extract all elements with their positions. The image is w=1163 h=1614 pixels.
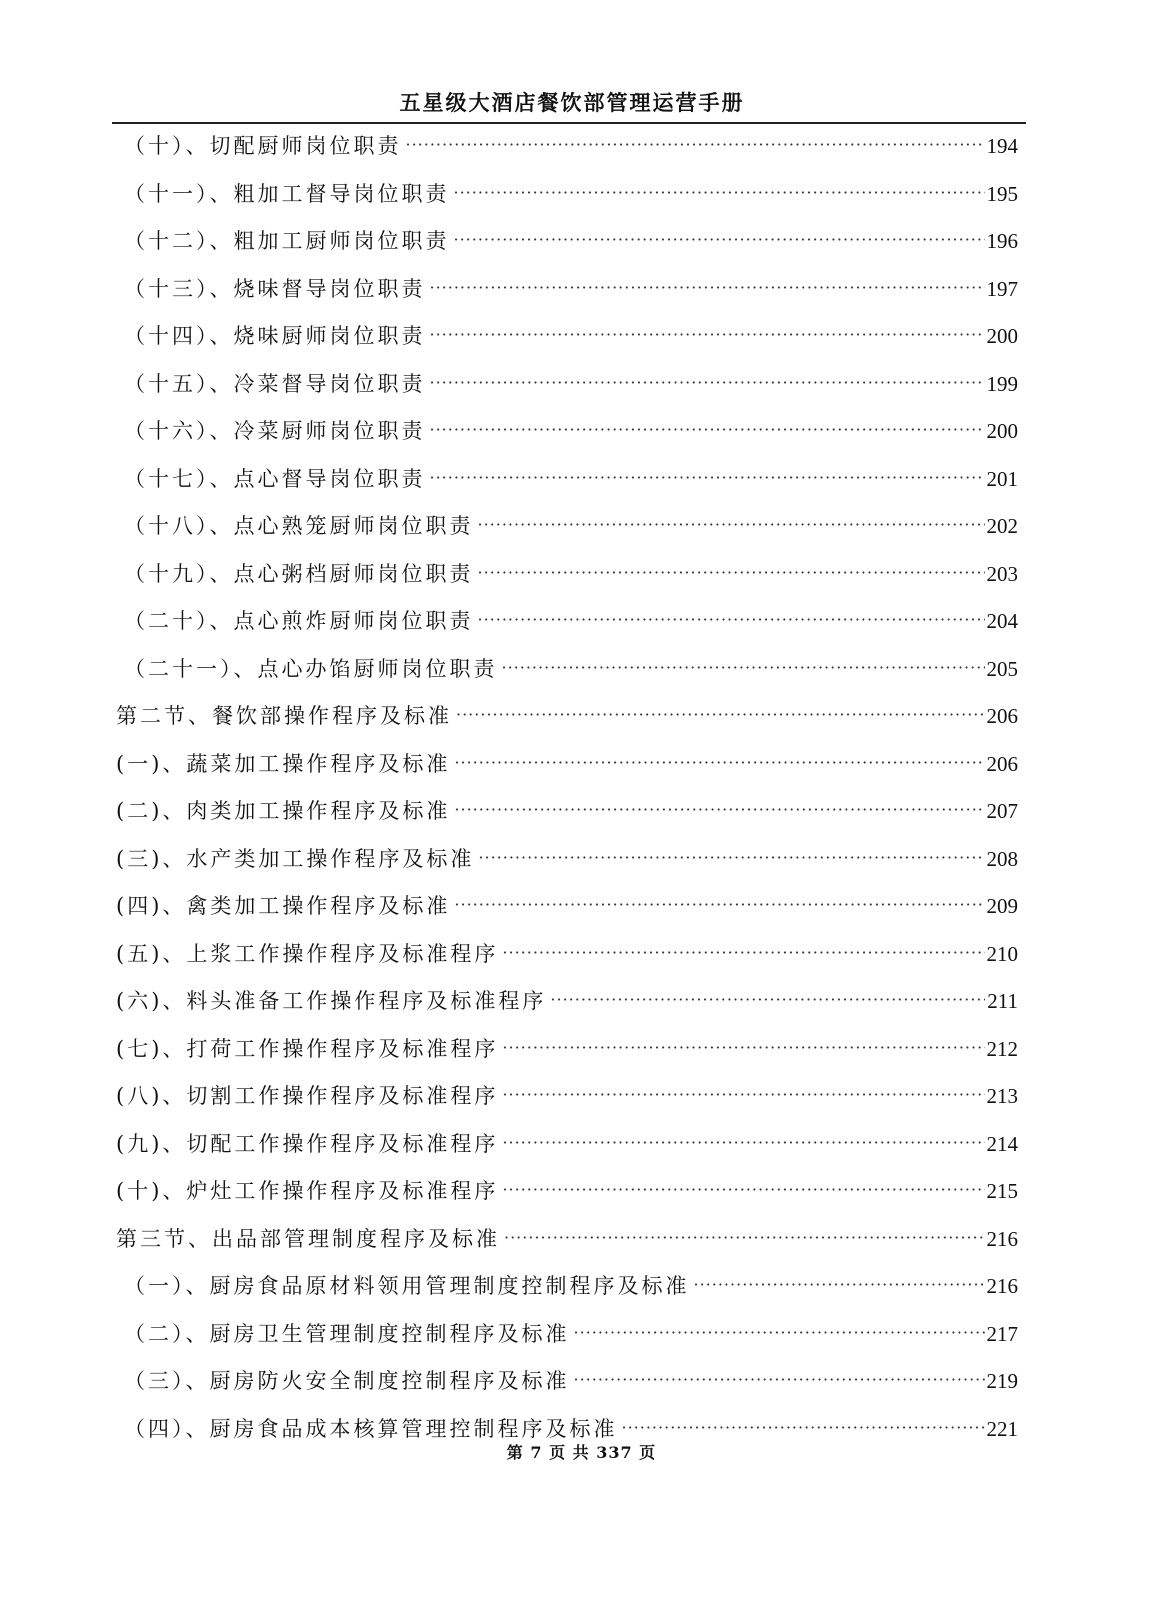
toc-entry-page-number: 203 bbox=[986, 561, 1018, 586]
toc-leader-dots bbox=[550, 982, 985, 1018]
toc-entry-label: (八)、切割工作操作程序及标准程序 bbox=[116, 1084, 499, 1108]
toc-entry-page-number: 216 bbox=[986, 1274, 1018, 1298]
toc-entry-label: （二十）、点心煎炸厨师岗位职责 bbox=[124, 609, 474, 633]
toc-leader-dots bbox=[454, 222, 985, 258]
page-title: 五星级大酒店餐饮部管理运营手册 bbox=[399, 90, 745, 115]
toc-entry-label: （十四）、烧味厨师岗位职责 bbox=[124, 324, 426, 348]
toc-entry[interactable] bbox=[116, 983, 1018, 1031]
toc-entry-page-number: 217 bbox=[986, 1321, 1018, 1346]
toc-entry-label: 第三节、出品部管理制度程序及标准 bbox=[116, 1226, 500, 1251]
toc-leader-dots bbox=[478, 840, 984, 876]
toc-entry-label: (二)、肉类加工操作程序及标准 bbox=[116, 799, 451, 823]
toc-entry[interactable] bbox=[116, 413, 1018, 461]
toc-entry-label: （十）、切配厨师岗位职责 bbox=[124, 134, 402, 158]
toc-entry-page-number: 200 bbox=[986, 324, 1018, 348]
toc-entry[interactable] bbox=[116, 793, 1018, 841]
toc-entry-page-number: 206 bbox=[986, 704, 1018, 728]
toc-entry-label: （二十一）、点心办馅厨师岗位职责 bbox=[124, 656, 498, 681]
toc-entry[interactable] bbox=[116, 1031, 1018, 1079]
toc-leader-dots bbox=[430, 412, 985, 448]
toc-entry-label: (六)、料头准备工作操作程序及标准程序 bbox=[116, 989, 547, 1013]
toc-leader-dots bbox=[430, 270, 985, 306]
toc-leader-dots bbox=[456, 697, 985, 733]
toc-leader-dots bbox=[502, 1172, 984, 1208]
toc-entry-page-number: 205 bbox=[986, 656, 1018, 681]
toc-entry[interactable] bbox=[116, 651, 1018, 699]
toc-entry-label: （十五）、冷菜督导岗位职责 bbox=[124, 371, 426, 396]
toc-entry[interactable] bbox=[116, 1363, 1018, 1411]
toc-entry[interactable] bbox=[116, 746, 1018, 794]
toc-entry-page-number: 219 bbox=[986, 1369, 1018, 1393]
toc-leader-dots bbox=[454, 175, 985, 211]
toc-entry[interactable] bbox=[116, 1221, 1018, 1269]
toc-entry-page-number: 201 bbox=[986, 466, 1018, 491]
toc-leader-dots bbox=[574, 1362, 985, 1398]
toc-entry-page-number: 197 bbox=[986, 276, 1018, 301]
toc-entry[interactable] bbox=[116, 508, 1018, 556]
toc-leader-dots bbox=[502, 1030, 984, 1066]
toc-entry-label: (五)、上浆工作操作程序及标准程序 bbox=[116, 941, 499, 966]
toc-entry[interactable] bbox=[116, 176, 1018, 224]
toc-entry-label: （十九）、点心粥档厨师岗位职责 bbox=[124, 561, 474, 586]
toc-entry-page-number: 194 bbox=[986, 134, 1018, 158]
toc-entry-label: （四）、厨房食品成本核算管理控制程序及标准 bbox=[124, 1416, 618, 1441]
toc-entry-page-number: 208 bbox=[986, 846, 1018, 871]
toc-entry-page-number: 199 bbox=[986, 371, 1018, 396]
toc-entry-page-number: 200 bbox=[986, 419, 1018, 443]
toc-entry-label: （十二）、粗加工厨师岗位职责 bbox=[124, 229, 450, 253]
toc-entry-label: （三）、厨房防火安全制度控制程序及标准 bbox=[124, 1369, 570, 1393]
toc-entry[interactable] bbox=[116, 128, 1018, 176]
toc-leader-dots bbox=[478, 602, 985, 638]
toc-entry-page-number: 213 bbox=[986, 1084, 1018, 1108]
toc-entry[interactable] bbox=[116, 603, 1018, 651]
toc-entry-label: (四)、禽类加工操作程序及标准 bbox=[116, 894, 451, 918]
toc-entry[interactable] bbox=[116, 698, 1018, 746]
toc-leader-dots bbox=[502, 1077, 984, 1113]
toc-entry-page-number: 204 bbox=[986, 609, 1018, 633]
toc-entry-label: （十一）、粗加工督导岗位职责 bbox=[124, 181, 450, 206]
toc-entry[interactable] bbox=[116, 1173, 1018, 1221]
toc-entry-label: (十)、炉灶工作操作程序及标准程序 bbox=[116, 1179, 499, 1203]
toc-entry[interactable] bbox=[116, 1316, 1018, 1364]
toc-leader-dots bbox=[504, 1220, 985, 1256]
toc-entry[interactable] bbox=[116, 841, 1018, 889]
toc-leader-dots bbox=[478, 507, 985, 543]
page-footer: 第 7 页 共 337 页 bbox=[506, 1443, 657, 1462]
toc-leader-dots bbox=[502, 650, 985, 686]
toc-entry-page-number: 209 bbox=[986, 894, 1018, 918]
toc-entry[interactable] bbox=[116, 223, 1018, 271]
toc-entry[interactable] bbox=[116, 936, 1018, 984]
toc-entry[interactable] bbox=[116, 1268, 1018, 1316]
toc-entry-label: (一)、蔬菜加工操作程序及标准 bbox=[116, 751, 451, 776]
toc-entry-page-number: 195 bbox=[986, 181, 1018, 206]
toc-entry-label: 第二节、餐饮部操作程序及标准 bbox=[116, 704, 452, 728]
toc-entry-label: （一）、厨房食品原材料领用管理制度控制程序及标准 bbox=[124, 1274, 690, 1298]
toc-leader-dots bbox=[502, 1125, 984, 1161]
toc-entry-page-number: 207 bbox=[986, 799, 1018, 823]
toc-entry-page-number: 211 bbox=[987, 989, 1018, 1013]
toc-entry-page-number: 216 bbox=[986, 1226, 1018, 1251]
toc-entry[interactable] bbox=[116, 1078, 1018, 1126]
toc-leader-dots bbox=[406, 127, 985, 163]
toc-entry-label: （二）、厨房卫生管理制度控制程序及标准 bbox=[124, 1321, 570, 1346]
page-header bbox=[112, 88, 1026, 124]
toc-entry[interactable] bbox=[116, 888, 1018, 936]
table-of-contents bbox=[116, 128, 1018, 1458]
toc-entry-page-number: 210 bbox=[986, 941, 1018, 966]
toc-leader-dots bbox=[478, 555, 985, 591]
toc-leader-dots bbox=[502, 935, 984, 971]
toc-entry[interactable] bbox=[116, 366, 1018, 414]
toc-leader-dots bbox=[694, 1267, 985, 1303]
toc-entry-page-number: 206 bbox=[986, 751, 1018, 776]
toc-entry-label: （十三）、烧味督导岗位职责 bbox=[124, 276, 426, 301]
toc-entry-page-number: 214 bbox=[986, 1131, 1018, 1156]
toc-entry-label: （十八）、点心熟笼厨师岗位职责 bbox=[124, 514, 474, 538]
toc-entry-label: (三)、水产类加工操作程序及标准 bbox=[116, 846, 475, 871]
toc-entry-page-number: 215 bbox=[986, 1179, 1018, 1203]
toc-entry[interactable] bbox=[116, 461, 1018, 509]
toc-leader-dots bbox=[430, 317, 985, 353]
toc-leader-dots bbox=[430, 365, 985, 401]
toc-entry-label: （十六）、冷菜厨师岗位职责 bbox=[124, 419, 426, 443]
toc-entry-page-number: 221 bbox=[986, 1416, 1018, 1441]
toc-entry-page-number: 212 bbox=[986, 1036, 1018, 1061]
toc-entry-page-number: 196 bbox=[986, 229, 1018, 253]
toc-entry[interactable] bbox=[116, 556, 1018, 604]
toc-entry-label: （十七）、点心督导岗位职责 bbox=[124, 466, 426, 491]
toc-entry-label: (七)、打荷工作操作程序及标准程序 bbox=[116, 1036, 499, 1061]
toc-entry[interactable] bbox=[116, 318, 1018, 366]
toc-entry[interactable] bbox=[116, 1126, 1018, 1174]
toc-entry[interactable] bbox=[116, 271, 1018, 319]
toc-leader-dots bbox=[574, 1315, 985, 1351]
toc-leader-dots bbox=[454, 792, 984, 828]
toc-entry-page-number: 202 bbox=[986, 514, 1018, 538]
toc-leader-dots bbox=[454, 745, 984, 781]
toc-leader-dots bbox=[430, 460, 985, 496]
toc-leader-dots bbox=[454, 887, 984, 923]
toc-entry-label: (九)、切配工作操作程序及标准程序 bbox=[116, 1131, 499, 1156]
